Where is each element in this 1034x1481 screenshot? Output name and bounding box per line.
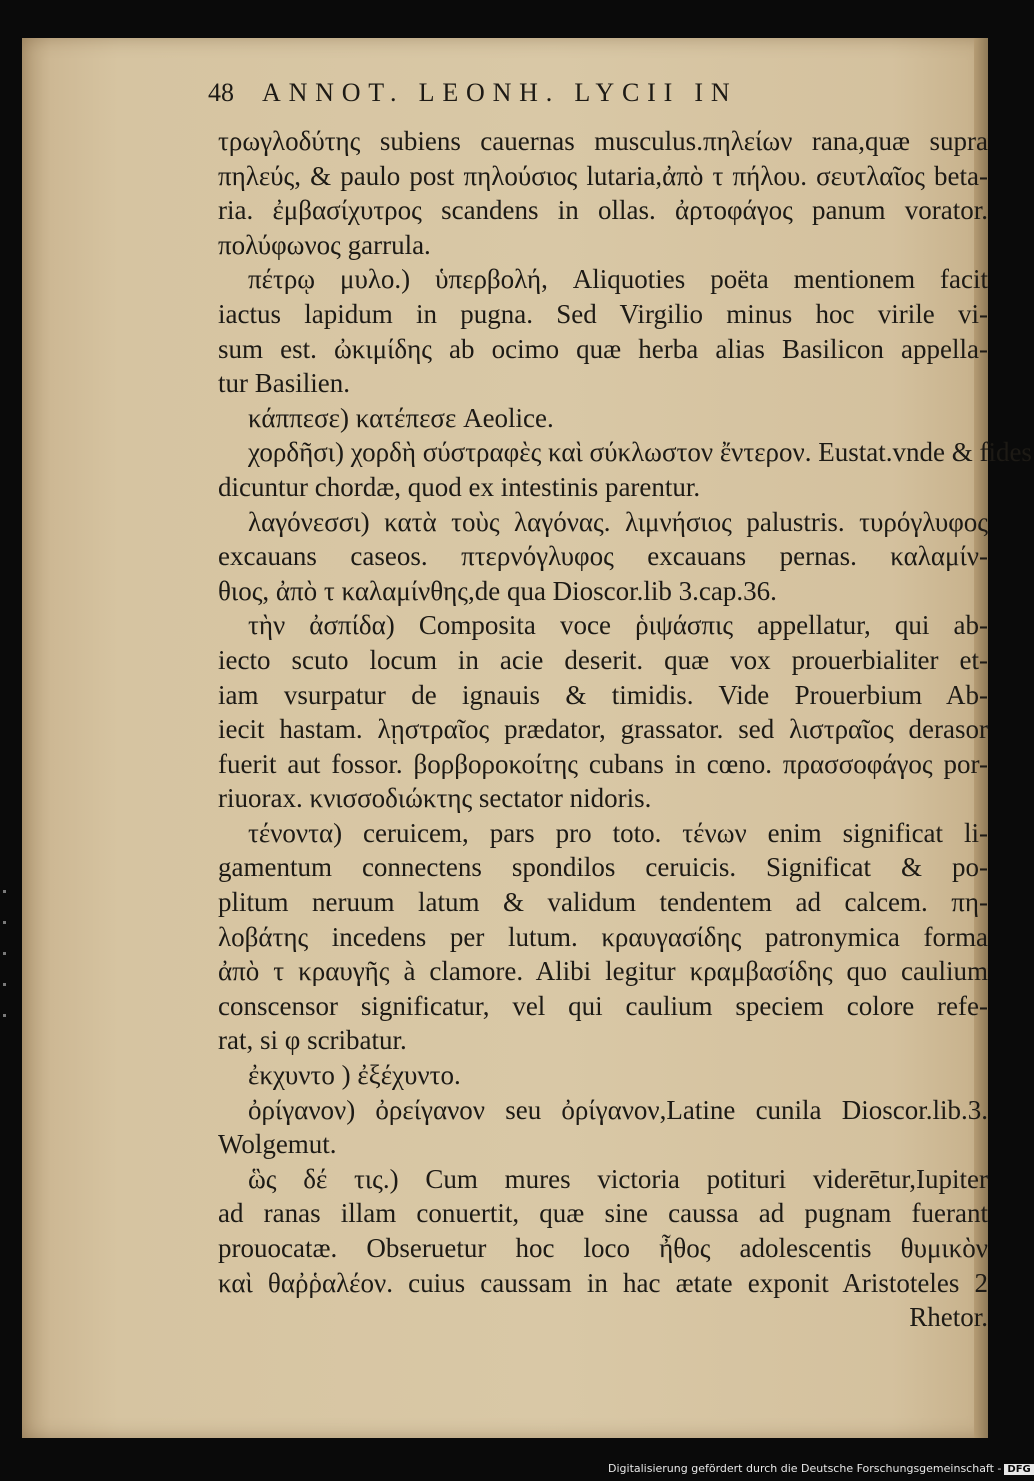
text-line: prouocatæ. Obseruetur hoc loco ἦθος adolescentis θυμικὸν <box>218 1233 988 1263</box>
text-line: gamentum connectens spondilos ceruicis. Significat & po- <box>218 852 988 883</box>
text-line: fuerit aut fossor. βορβοροκοίτης cubans in cœno. πρασσοφάγος por- <box>218 748 988 779</box>
book-page <box>22 38 1032 1438</box>
digitization-credit <box>608 1462 1031 1478</box>
text-line: πηλεύς, & paulo post πηλούσιος lutaria,ἀπὸ τ πήλου. σευτλαῖος beta- <box>218 160 988 191</box>
text-line: τένοντα) ceruicem, pars pro toto. τένων enim significat li- <box>248 817 988 848</box>
text-line: excauans caseos. πτερνόγλυφος excauans pernas. καλαμίν- <box>218 541 988 572</box>
text-line: iactus lapidum in pugna. Sed Virgilio minus hoc virile vi- <box>218 298 988 329</box>
text-line: ἀπὸ τ κραυγῆς à clamore. Alibi legitur κραμβασίδης quo caulium <box>218 956 988 987</box>
text-line: ad ranas illam conuertit, quæ sine caussa ad pugnam fuerant <box>218 1198 988 1229</box>
text-line: λαγόνεσσι) κατὰ τοὺς λαγόνας. λιμνήσιος palustris. τυρόγλυφος <box>248 506 988 537</box>
text-line: ria. ἐμβασίχυτρος scandens in ollas. ἀρτοφάγος panum vorator. <box>218 195 988 226</box>
text-line: conscensor significatur, vel qui caulium speciem colore refe- <box>218 990 988 1021</box>
text-line: Wolgemut. <box>218 1129 337 1160</box>
margin-marks <box>3 890 6 1040</box>
page-number: 48 <box>208 78 234 107</box>
text-line: riuorax. κνισσοδιώκτης sectator nidoris. <box>218 783 652 814</box>
text-line: καὶ θαῤῥαλέον. cuius caussam in hac ætate exponit Aristoteles 2 <box>218 1267 988 1298</box>
text-line: iam vsurpatur de ignauis & timidis. Vide Prouerbium Ab- <box>218 679 988 710</box>
text-line: rat, si φ scribatur. <box>218 1025 407 1056</box>
text-line: λοβάτης incedens per lutum. κραυγασίδης patronymica forma <box>218 921 988 952</box>
text-line: iecit hastam. λῃστραῖος prædator, grassator. sed λιστραῖος derasor <box>218 714 988 745</box>
text-line: ὣς δέ τις.) Cum mures victoria potituri viderētur,Iupiter <box>248 1163 988 1194</box>
text-block <box>218 124 1032 1364</box>
text-line: χορδῆσι) χορδὴ σύστραφὲς καὶ σύκλωστον ἔντερον. Eustat.vnde & fides <box>248 437 1032 468</box>
text-line: sum est. ὠκιμίδης ab ocimo quæ herba alias Basilicon appella- <box>218 333 988 364</box>
text-line: θιος, ἀπὸ τ καλαμίνθης,de qua Dioscor.lib 3.cap.36. <box>218 575 777 606</box>
text-line: tur Basilien. <box>218 368 350 399</box>
text-line: ὀρίγανον) ὀρείγανον seu ὀρίγανον,Latine cunila Dioscor.lib.3. <box>248 1094 988 1125</box>
text-line: Rhetor. <box>909 1302 988 1333</box>
text-line: plitum neruum latum & validum tendentem ad calcem. πη- <box>218 887 988 918</box>
dfg-logo: DFG <box>1004 1464 1033 1475</box>
running-head <box>208 78 928 118</box>
text-line: τὴν ἀσπίδα) Composita voce ῥιψάσπις appellatur, qui ab- <box>248 610 988 641</box>
text-line: πολύφωνος garrula. <box>218 229 431 260</box>
text-line: ἐκχυντο ) ἐξέχυντο. <box>248 1060 461 1091</box>
text-line: iecto scuto locum in acie deserit. quæ vox prouerbialiter et- <box>218 644 988 675</box>
credit-text: Digitalisierung gefördert durch die Deutsche Forschungsgemeinschaft - <box>608 1462 1002 1475</box>
text-line: κάππεσε) κατέπεσε Aeolice. <box>248 402 554 433</box>
text-line: τρωγλοδύτης subiens cauernas musculus.πηλείων rana,quæ supra <box>218 126 988 156</box>
text-line: dicuntur chordæ, quod ex intestinis parentur. <box>218 471 701 502</box>
running-title: ANNOT. LEONH. LYCII IN <box>262 78 738 107</box>
text-line: πέτρῳ μυλο.) ὑπερβολή, Aliquoties poëta mentionem facit <box>248 264 988 295</box>
